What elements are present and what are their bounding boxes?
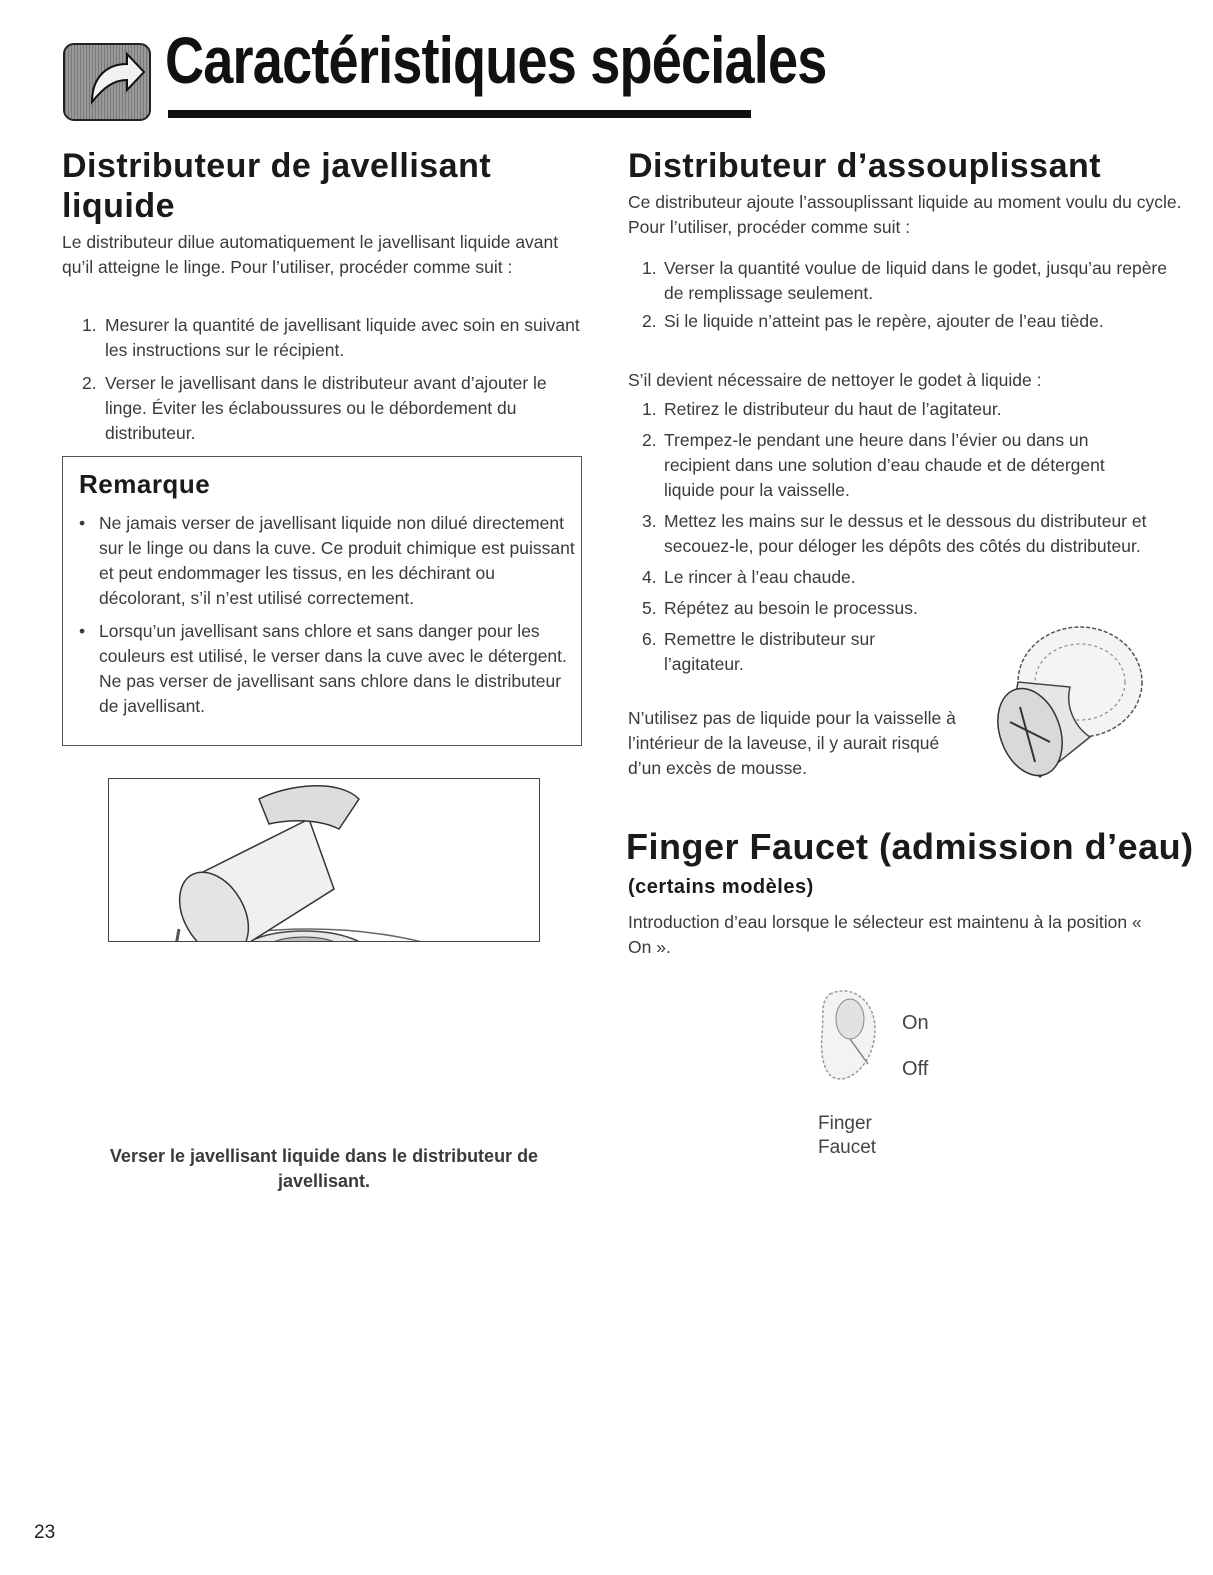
cleaning-step: 1. Retirez le distributeur du haut de l’agitateur. [642,399,1002,419]
faucet-on-label: On [902,1012,929,1034]
softener-step: 2. Si le liquide n’atteint pas le repère, ajouter de l’eau tiède. [642,311,1104,331]
finger-faucet-heading: Finger Faucet (admission d’eau) [626,826,1194,867]
cleaning-step: 2. Trempez-le pendant une heure dans l’évier ou dans un recipient dans une solution d’eau chaude et de détergent liquide pour la vaisselle. [642,430,1105,500]
cleaning-step: 3. Mettez les mains sur le dessus et le dessous du distributeur et secouez-le, pour déloger les dépôts des côtés du distributeur. [642,511,1147,556]
note-box [62,456,582,746]
bleach-caption: Verser le javellisant liquide dans le distributeur de javellisant. [109,1146,539,1191]
softener-warning: N’utilisez pas de liquide pour la vaisselle à l’intérieur de la laveuse, il y aurait risqué d’un excès de mousse. [628,708,956,778]
softener-step: 1. Verser la quantité voulue de liquid dans le godet, jusqu’au repère de remplissage seulement. [642,258,1167,303]
bleach-pouring-illustration [108,778,540,942]
page-number: 23 [34,1522,56,1543]
softener-steps [628,256,1188,337]
bleach-step: 2. Verser le javellisant dans le distributeur avant d’ajouter le linge. Éviter les éclaboussures ou le débordement du distributeur. [82,373,547,443]
note-item: • Lorsqu’un javellisant sans chlore et sans danger pour les couleurs est utilisé, le verser dans la cuve avec le détergent. Ne pas verser de javellisant sans chlore dans le distributeur de javellisant. [79,621,567,716]
faucet-off-label: Off [902,1058,929,1080]
arrow-tab-icon [62,42,152,122]
cleaning-step: 5. Répétez au besoin le processus. [642,598,918,618]
bleach-intro: Le distributeur dilue automatiquement le javellisant liquide avant qu’il atteigne le linge. Pour l’utiliser, procéder comme suit : [62,232,559,277]
bleach-steps [62,313,582,454]
bleach-step: 1. Mesurer la quantité de javellisant liquide avec soin en suivant les instructions sur le récipient. [82,315,580,360]
note-item: • Ne jamais verser de javellisant liquide non dilué directement sur le linge ou dans la cuve. Ce produit chimique est puissant et peut endommager les tissus, en les déchirant ou décolorant, s’il n’est utilisé correctement. [79,513,575,608]
softener-intro: Ce distributeur ajoute l’assouplissant liquide au moment voulu du cycle. Pour l’utiliser, procéder comme suit : [628,192,1182,237]
finger-faucet-illustration [810,984,890,1084]
cleaning-step: 4. Le rincer à l’eau chaude. [642,567,856,587]
finger-faucet-subheading: (certains modèles) [628,876,814,898]
softener-dispenser-illustration [970,612,1150,792]
page-title: Caractéristiques spéciales [165,23,827,97]
softener-dispenser-heading: Distributeur d’assouplissant [628,147,1102,185]
finger-faucet-caption: Finger Faucet [818,1113,877,1158]
title-rule [168,110,751,118]
cleaning-step: 6. Remettre le distributeur sur l’agitateur. [642,629,876,674]
note-list [77,511,577,727]
bleach-dispenser-heading: Distributeur de javellisant liquide [62,147,492,225]
finger-faucet-intro: Introduction d’eau lorsque le sélecteur est maintenu à la position « On ». [628,912,1142,957]
note-title: Remarque [79,469,211,499]
cleaning-intro: S’il devient nécessaire de nettoyer le godet à liquide : [628,370,1042,390]
